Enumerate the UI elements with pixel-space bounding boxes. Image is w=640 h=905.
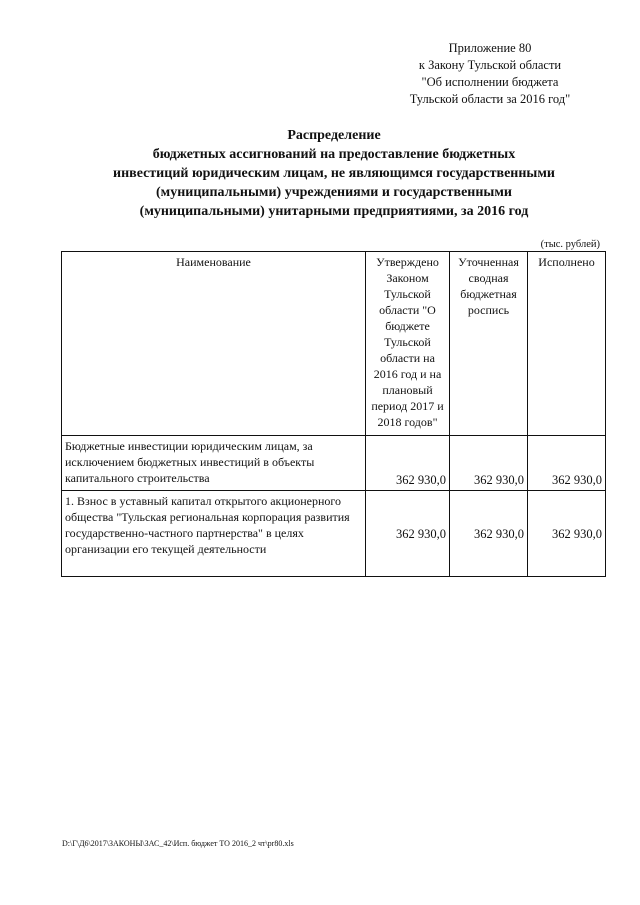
appendix-line: Приложение 80 [448,41,532,55]
budget-table [61,251,606,577]
row-executed: 362 930,0 [528,436,606,491]
row-name: 1. Взнос в уставный капитал открытого акционерного общества "Тульская региональная корпорация развития государственно-частного партнерства" в целях организации его текущей деятельности [62,491,366,577]
row-approved: 362 930,0 [366,491,450,577]
title-line: бюджетных ассигнований на предоставление бюджетных [152,147,516,162]
row-executed: 362 930,0 [528,491,606,577]
title-line: инвестиций юридическим лицам, не являющимся государственными [113,166,555,181]
header-name: Наименование [62,252,366,436]
header-approved: Утверждено Законом Тульской области "О бюджете Тульской области на 2016 год и на плановый период 2017 и 2018 годов" [366,252,450,436]
header-revised: Уточненная сводная бюджетная роспись [450,252,528,436]
units-label: (тыс. рублей) [540,239,600,250]
appendix-block [380,40,600,108]
row-revised: 362 930,0 [450,436,528,491]
title-line: Распределение [287,128,381,143]
appendix-line: Тульской области за 2016 год" [409,92,571,106]
title-line: (муниципальными) унитарными предприятиями, за 2016 год [139,204,529,219]
header-executed: Исполнено [528,252,606,436]
table-row [62,491,606,577]
row-revised: 362 930,0 [450,491,528,577]
document-title [60,126,608,221]
appendix-line: к Закону Тульской области [418,58,562,72]
file-path-footer: D:\Г\Д6\2017\ЗАКОНЫ\ЗАС_42\Исп. бюджет ТО 2016_2 чт\pr80.xls [62,839,294,848]
table-row [62,436,606,491]
row-name: Бюджетные инвестиции юридическим лицам, за исключением бюджетных инвестиций в объекты капитального строительства [62,436,366,491]
row-approved: 362 930,0 [366,436,450,491]
table-header-row [62,252,606,436]
appendix-line: "Об исполнении бюджета [421,75,559,89]
title-line: (муниципальными) учреждениями и государственными [156,185,512,200]
